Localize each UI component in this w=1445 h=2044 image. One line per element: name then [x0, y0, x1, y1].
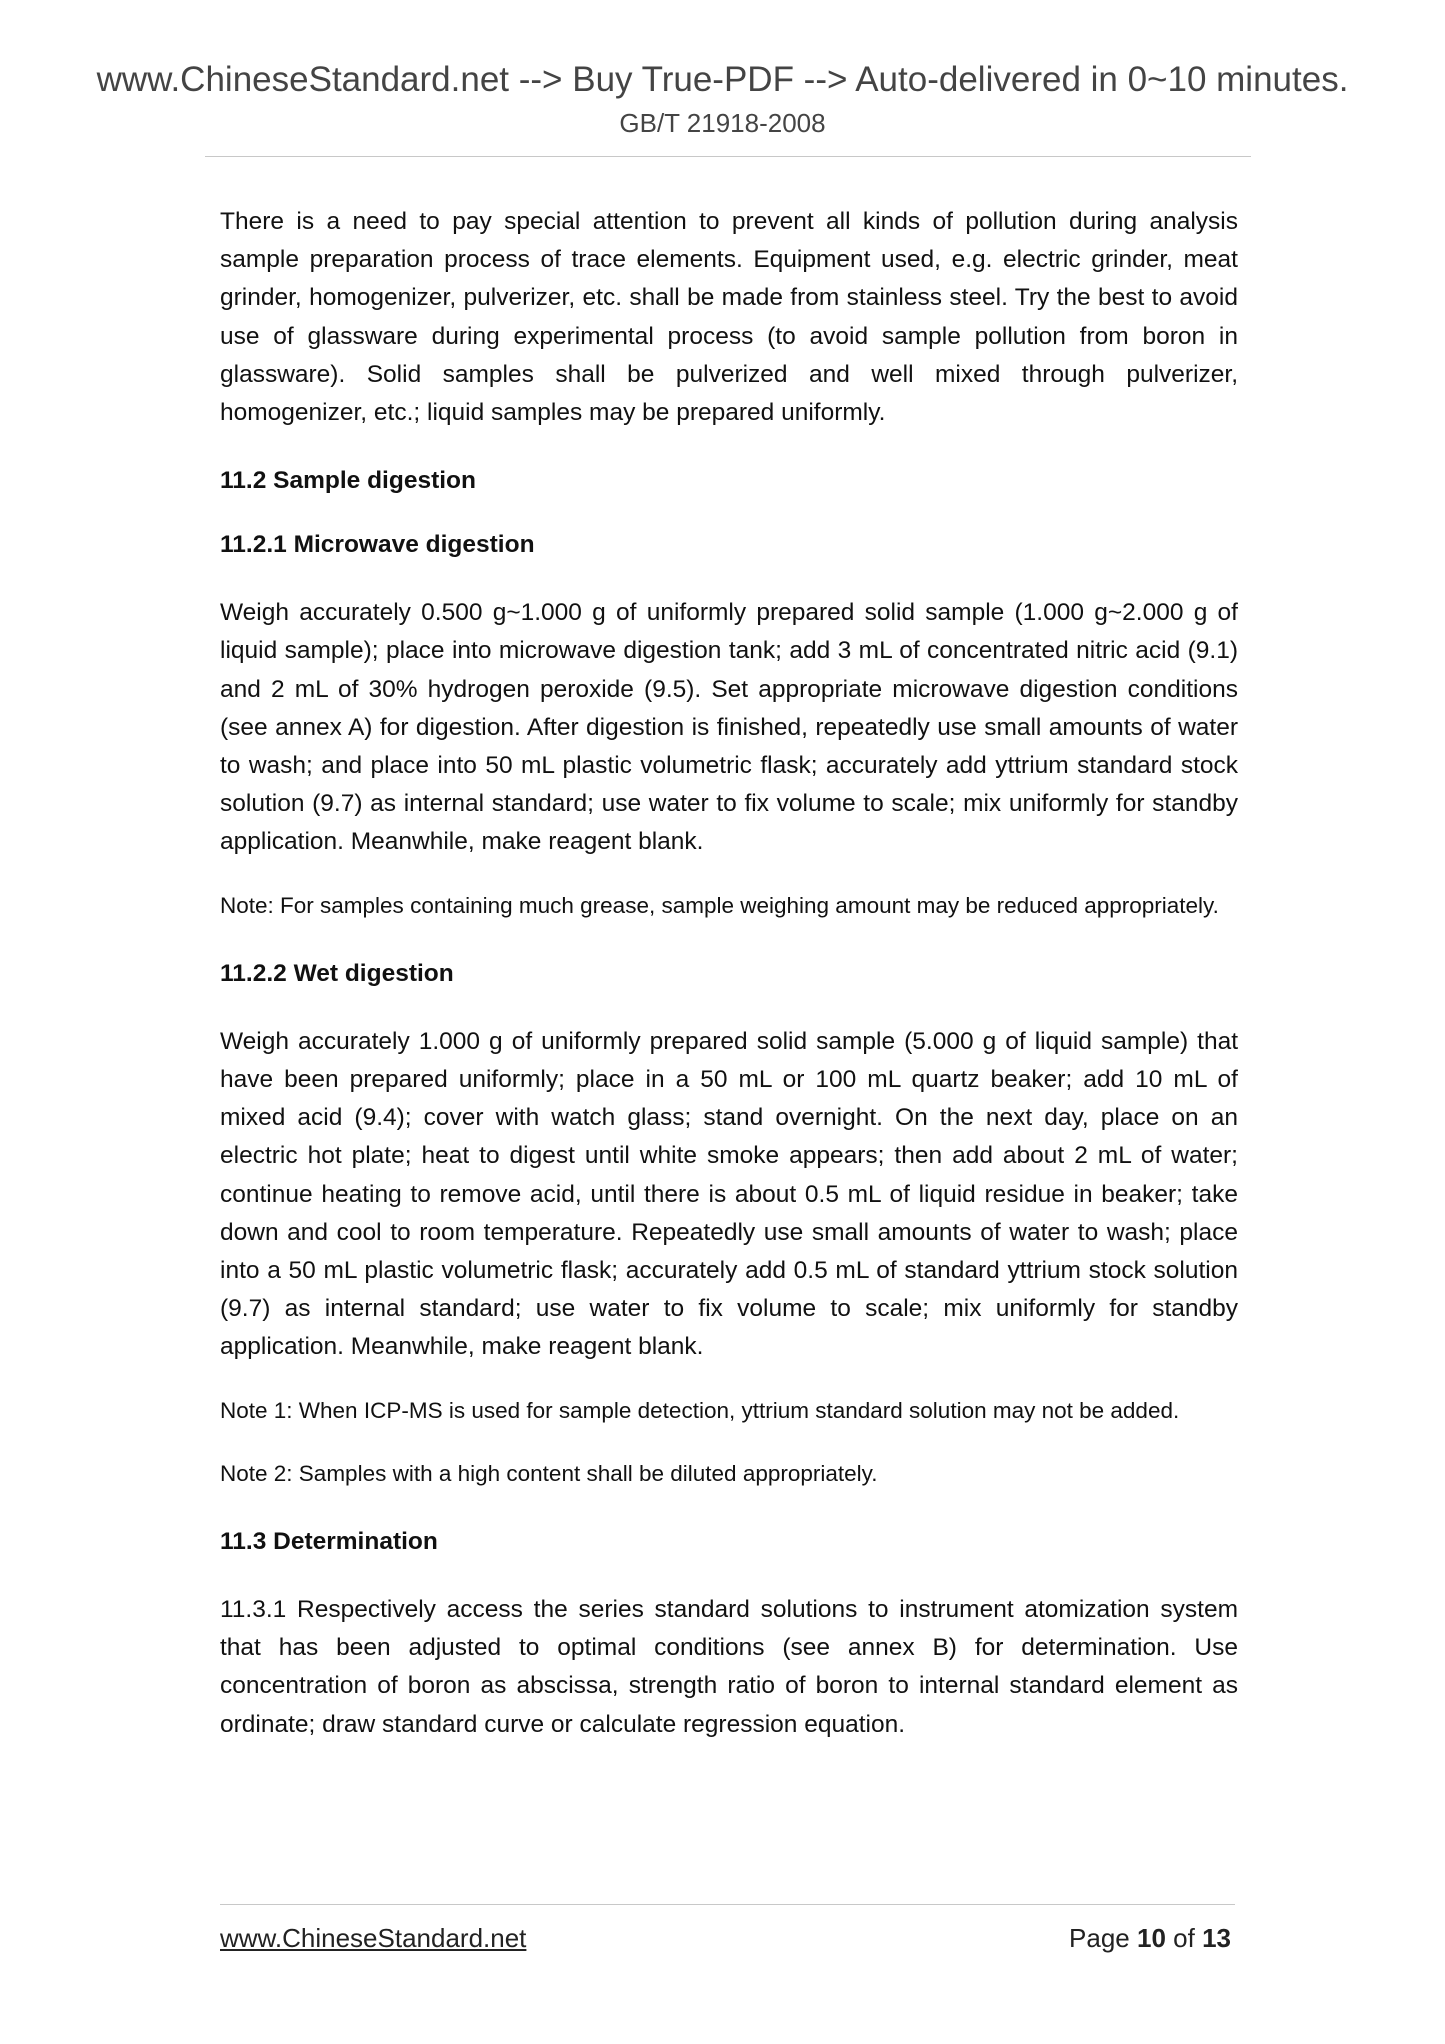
- standard-code: GB/T 21918-2008: [619, 108, 826, 138]
- section-heading-11-2-2: 11.2.2 Wet digestion: [220, 959, 454, 987]
- document-body: [220, 203, 1238, 1744]
- section-heading-11-3: 11.3 Determination: [220, 1528, 438, 1556]
- wet-digestion-note-2: Note 2: Samples with a high content shall be diluted appropriately.: [220, 1460, 878, 1486]
- footer-site-link[interactable]: www.ChineseStandard.net: [220, 1923, 527, 1953]
- determination-paragraph-11-3-1: 11.3.1 Respectively access the series standard solutions to instrument atomization system that has been adjusted to optimal conditions (see annex B) for determination. Use concentration of boron as abscissa, strength ratio of boron to internal standard element as ordinate; draw standard curve or calculate regression equation.: [220, 1596, 1238, 1738]
- microwave-digestion-paragraph: Weigh accurately 0.500 g~1.000 g of uniformly prepared solid sample (1.000 g~2.000 g of liquid sample); place into microwave digestion tank; add 3 mL of concentrated nitric acid (9.1) and 2 mL of 30% hydrogen peroxide (9.5). Set appropriate microwave digestion conditions (see annex A) for digestion. After digestion is finished, repeatedly use small amounts of water to wash; and place into 50 mL plastic volumetric flask; accurately add yttrium standard stock solution (9.7) as internal standard; use water to fix volume to scale; mix uniformly for standby application. Meanwhile, make reagent blank.: [220, 599, 1238, 856]
- top-banner: www.ChineseStandard.net --> Buy True-PDF --> Auto-delivered in 0~10 minutes.: [96, 60, 1349, 99]
- intro-paragraph: There is a need to pay special attention to prevent all kinds of pollution during analysis sample preparation process of trace elements. Equipment used, e.g. electric grinder, meat grinder, homogenizer, pulverizer, etc. shall be made from stainless steel. Try the best to avoid use of glassware during experimental process (to avoid sample pollution from boron in glassware). Solid samples shall be pulverized and well mixed through pulverizer, homogenizer, etc.; liquid samples may be prepared uniformly.: [220, 208, 1238, 427]
- section-heading-11-2-1: 11.2.1 Microwave digestion: [220, 531, 535, 559]
- page-current-number: 10: [1137, 1923, 1166, 1953]
- footer-divider: [220, 1904, 1235, 1905]
- page-indicator: [1069, 1922, 1231, 1954]
- wet-digestion-note-1: Note 1: When ICP-MS is used for sample detection, yttrium standard solution may not be added.: [220, 1397, 1180, 1423]
- wet-digestion-paragraph: Weigh accurately 1.000 g of uniformly prepared solid sample (5.000 g of liquid sample) that have been prepared uniformly; place in a 50 mL or 100 mL quartz beaker; add 10 mL of mixed acid (9.4); cover with watch glass; stand overnight. On the next day, place on an electric hot plate; heat to digest until white smoke appears; then add about 2 mL of water; continue heating to remove acid, until there is about 0.5 mL of liquid residue in beaker; take down and cool to room temperature. Repeatedly use small amounts of water to wash; place into a 50 mL plastic volumetric flask; accurately add 0.5 mL of standard yttrium stock solution (9.7) as internal standard; use water to fix volume to scale; mix uniformly for standby application. Meanwhile, make reagent blank.: [220, 1027, 1238, 1361]
- section-heading-11-2: 11.2 Sample digestion: [220, 467, 476, 495]
- header-divider: [205, 156, 1251, 157]
- page-word: Page: [1069, 1923, 1130, 1953]
- microwave-digestion-note: Note: For samples containing much grease, sample weighing amount may be reduced appropriately.: [220, 892, 1219, 918]
- page-of-word: of: [1173, 1923, 1195, 1953]
- page-total-number: 13: [1202, 1923, 1231, 1953]
